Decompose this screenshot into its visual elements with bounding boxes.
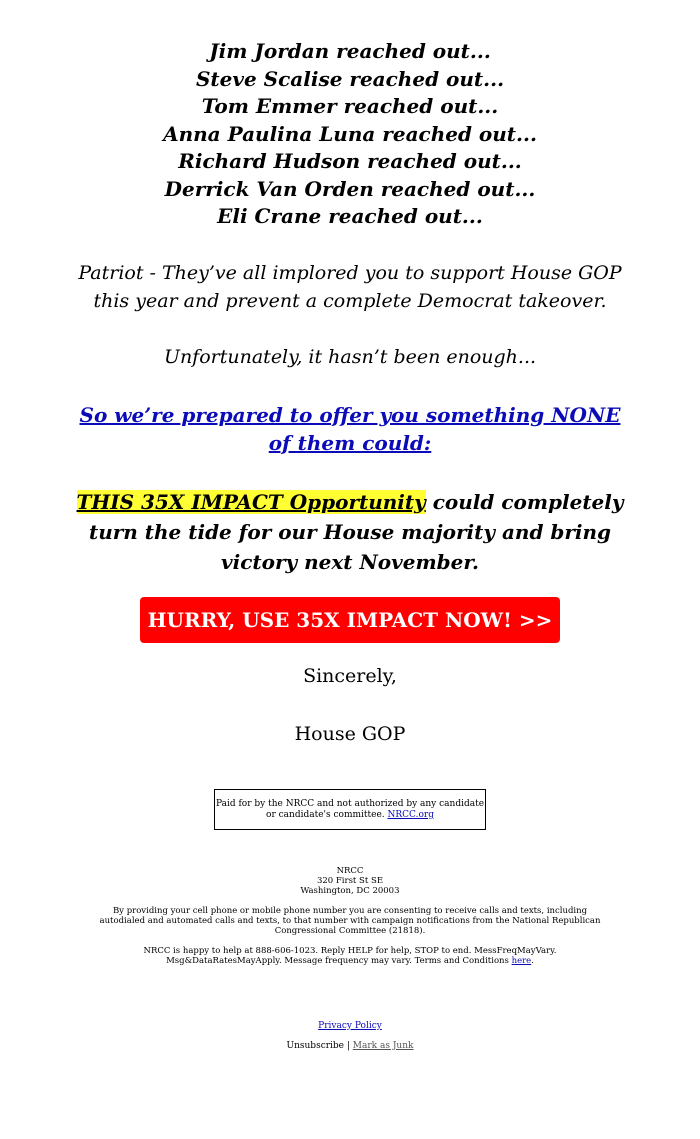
city: Washington, DC 20003 <box>300 885 400 896</box>
privacy-row <box>0 1021 700 1031</box>
reached-out-line: Derrick Van Orden reached out... <box>164 176 536 201</box>
unsubscribe-row <box>0 1041 700 1051</box>
not-enough-paragraph: Unfortunately, it hasn’t been enough... <box>163 345 537 368</box>
consent-text: By providing your cell phone or mobile phone number you are consenting to receive calls and texts, including autodialed and automated calls and texts, to that number with campaign notifications from the National Republican Congressional Committee (21818). <box>99 905 601 936</box>
intro-paragraph: Patriot - They’ve all implored you to support House GOP this year and prevent a complete Democrat takeover. <box>78 261 622 312</box>
closing: Sincerely, <box>303 664 397 687</box>
address-block <box>0 866 700 896</box>
help-text-body: NRCC is happy to help at 888-606-1023. Reply HELP for help, STOP to end. MessFreqMayVary. Msg&DataRatesMayApply. Message frequency may vary. Terms and Conditions <box>143 945 557 966</box>
signature: House GOP <box>294 722 406 745</box>
reached-out-line: Tom Emmer reached out... <box>201 94 499 118</box>
reached-out-line: Eli Crane reached out... <box>217 204 483 228</box>
reached-out-line: Anna Paulina Luna reached out... <box>163 121 537 146</box>
privacy-policy-link[interactable]: Privacy Policy <box>318 1020 382 1031</box>
separator: | <box>344 1040 353 1051</box>
terms-link[interactable]: here <box>511 955 532 966</box>
reached-out-line: Richard Hudson reached out... <box>178 149 522 173</box>
reached-out-line: Steve Scalise reached out... <box>195 66 505 91</box>
impact-paragraph <box>55 487 645 577</box>
paid-for-text: Paid for by the NRCC and not authorized by any candidate or candidate's committee. <box>215 798 485 820</box>
offer-link[interactable]: So we’re prepared to offer you something NONE of them could: <box>79 402 621 455</box>
paid-for-box <box>214 789 486 830</box>
impact-text: could completely turn the tide for our House majority and bring victory next November. <box>88 489 624 574</box>
offer-paragraph <box>70 401 630 457</box>
help-text: NRCC is happy to help at 888-606-1023. Reply HELP for help, STOP to end. MessFreqMayVary. Msg&DataRatesMayApply. Message frequency may vary. Terms and Conditions here. <box>143 945 557 966</box>
reached-out-list <box>0 0 700 231</box>
cta-button[interactable]: HURRY, USE 35X IMPACT NOW! >> <box>140 597 560 643</box>
mark-as-junk-link[interactable]: Mark as Junk <box>352 1040 414 1051</box>
nrcc-link[interactable]: NRCC.org <box>387 809 434 820</box>
impact-opportunity-link[interactable]: THIS 35X IMPACT Opportunity <box>76 489 426 514</box>
unsubscribe-link[interactable]: Unsubscribe <box>286 1040 345 1051</box>
reached-out-line: Jim Jordan reached out... <box>209 39 491 63</box>
street: 320 First St SE <box>316 875 384 886</box>
org-name: NRCC <box>336 865 364 876</box>
